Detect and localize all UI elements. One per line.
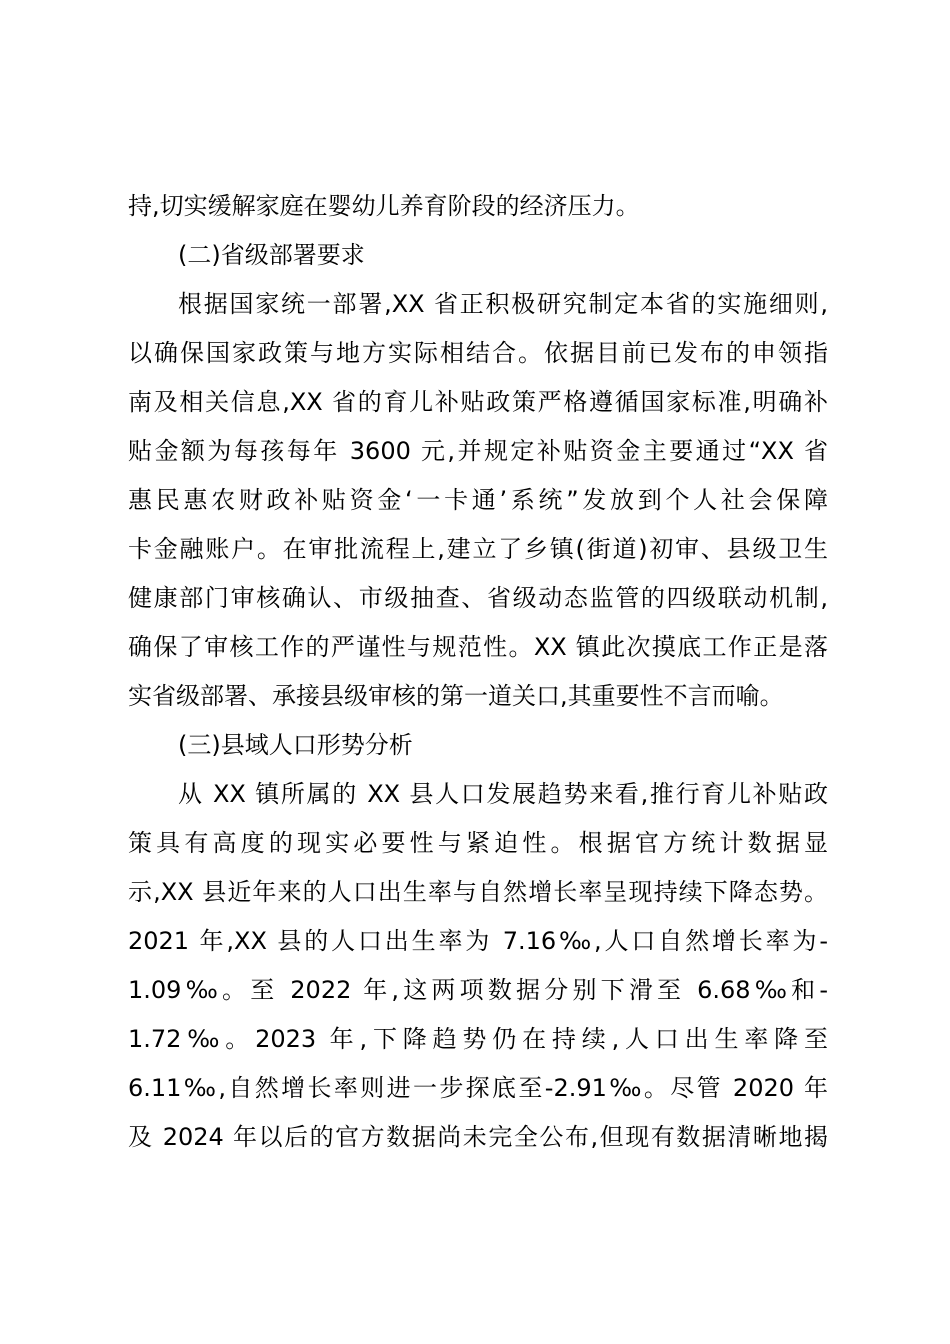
- paragraph-line: 以确保国家政策与地方实际相结合。依据目前已发布的申领指: [128, 339, 828, 367]
- paragraph-line: 根据国家统一部署,XX 省正积极研究制定本省的实施细则,: [178, 290, 828, 318]
- paragraph-line: 贴金额为每孩每年 3600 元,并规定补贴资金主要通过“XX 省: [128, 437, 828, 465]
- section-heading: (二)省级部署要求: [178, 241, 365, 269]
- paragraph-line: 6.11‰,自然增长率则进一步探底至-2.91‰。尽管 2020 年: [128, 1074, 828, 1102]
- paragraph-line: 南及相关信息,XX 省的育儿补贴政策严格遵循国家标准,明确补: [128, 388, 828, 416]
- paragraph-line: 确保了审核工作的严谨性与规范性。XX 镇此次摸底工作正是落: [128, 633, 828, 661]
- paragraph-line: 卡金融账户。在审批流程上,建立了乡镇(街道)初审、县级卫生: [128, 535, 828, 563]
- document-body: [128, 182, 828, 1162]
- paragraph-line: 1.09‰。至 2022 年,这两项数据分别下滑至 6.68‰和-: [128, 976, 828, 1004]
- paragraph-line: 2021 年,XX 县的人口出生率为 7.16‰,人口自然增长率为-: [128, 927, 828, 955]
- paragraph-line: 持,切实缓解家庭在婴幼儿养育阶段的经济压力。: [128, 192, 640, 220]
- paragraph-line: 示,XX 县近年来的人口出生率与自然增长率呈现持续下降态势。: [128, 878, 828, 906]
- paragraph-line: 惠民惠农财政补贴资金‘一卡通’系统”发放到个人社会保障: [128, 486, 828, 514]
- paragraph-line: 1.72‰。2023 年,下降趋势仍在持续,人口出生率降至: [128, 1025, 828, 1053]
- paragraph-line: 策具有高度的现实必要性与紧迫性。根据官方统计数据显: [128, 829, 828, 857]
- paragraph-line: 健康部门审核确认、市级抽查、省级动态监管的四级联动机制,: [128, 584, 828, 612]
- paragraph-line: 实省级部署、承接县级审核的第一道关口,其重要性不言而喻。: [128, 682, 784, 710]
- paragraph-line: 及 2024 年以后的官方数据尚未完全公布,但现有数据清晰地揭: [128, 1123, 828, 1151]
- section-heading: (三)县域人口形势分析: [178, 731, 413, 759]
- paragraph-line: 从 XX 镇所属的 XX 县人口发展趋势来看,推行育儿补贴政: [178, 780, 828, 808]
